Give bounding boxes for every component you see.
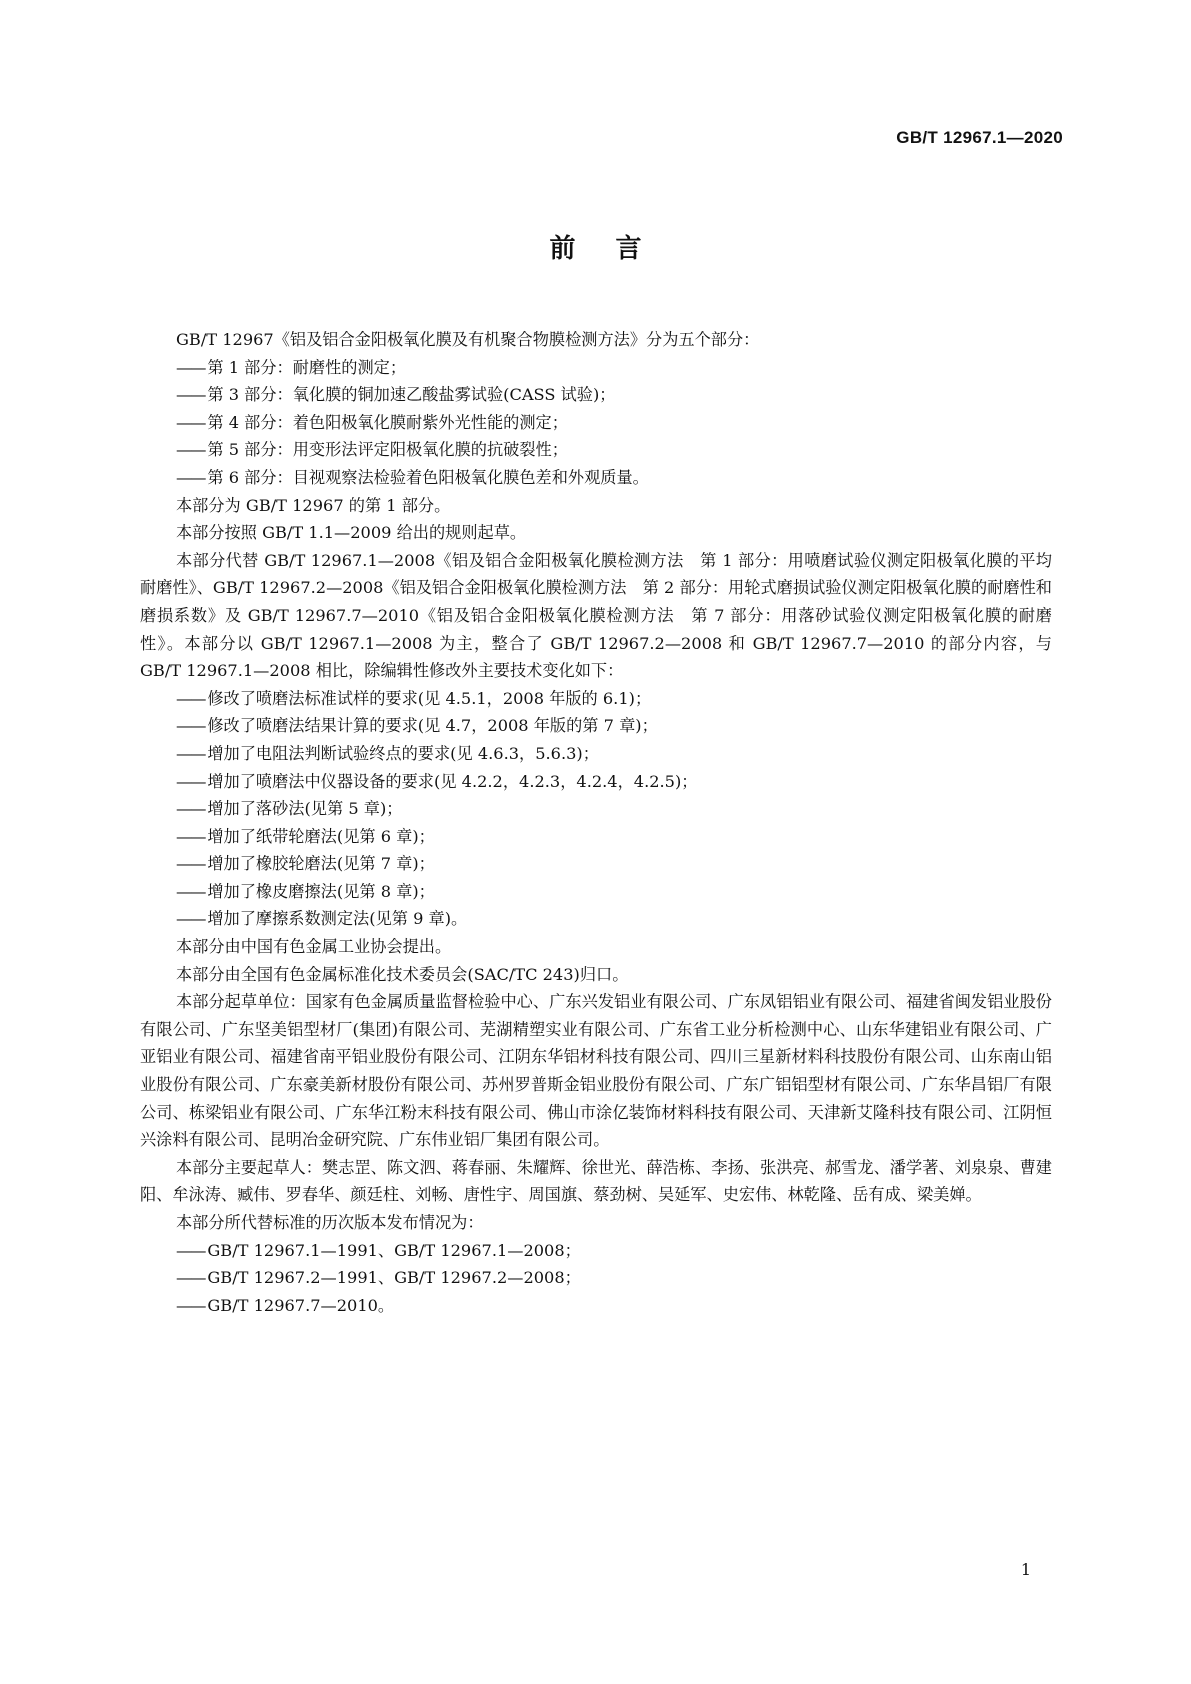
- list-item: [140, 823, 1052, 851]
- list-item-text: 增加了橡胶轮磨法(见第 7 章)；: [207, 854, 435, 874]
- list-dash: ——: [176, 771, 205, 791]
- list-dash: ——: [176, 826, 205, 846]
- paragraph: 本部分主要起草人：樊志罡、陈文泗、蒋春丽、朱耀辉、徐世光、薛浩栋、李扬、张洪亮、郝雪龙、潘学著、刘泉泉、曹建阳、牟泳涛、臧伟、罗春华、颜廷柱、刘畅、唐性宇、周国旗、蔡劲树、吴延军、史宏伟、林乾隆、岳有成、梁美婵。: [140, 1157, 1052, 1205]
- list-item: [140, 850, 1052, 878]
- paragraph: 本部分由中国有色金属工业协会提出。: [176, 937, 452, 957]
- list-item: [140, 436, 1052, 464]
- list-dash: ——: [176, 881, 205, 901]
- list-dash: ——: [176, 412, 205, 432]
- list-item: [140, 905, 1052, 933]
- list-item-text: 增加了落砂法(见第 5 章)；: [207, 799, 403, 819]
- list-dash: ——: [176, 1240, 205, 1260]
- standard-code: GB/T 12967.1—2020: [896, 128, 1063, 147]
- list-dash: ——: [176, 1295, 205, 1315]
- list-dash: ——: [176, 1268, 205, 1288]
- list-item-text: 增加了橡皮磨擦法(见第 8 章)；: [207, 881, 435, 901]
- list-item-text: GB/T 12967.1—1991、GB/T 12967.1—2008；: [207, 1240, 581, 1260]
- list-item-text: 第 5 部分：用变形法评定阳极氧化膜的抗破裂性；: [207, 440, 568, 460]
- paragraph: 本部分代替 GB/T 12967.1—2008《铝及铝合金阳极氧化膜检测方法 第 1 部分：用喷磨试验仪测定阳极氧化膜的平均耐磨性》、GB/T 12967.2—2008《铝及铝合金阳极氧化膜检测方法 第 2 部分：用轮式磨损试验仪测定阳极氧化膜的耐磨性和磨损系数》及 GB/T 12967.7—2010《铝及铝合金阳极氧化膜检测方法 第 7 部分：用落砂试验仪测定阳极氧化膜的耐磨性》。本部分以 GB/T 12967.1—2008 为主，整合了 GB/T 12967.2—2008 和 GB/T 12967.7—2010 的部分内容，与 GB/T 12967.1—2008 相比，除编辑性修改外主要技术变化如下：: [140, 550, 1052, 681]
- list-item: [140, 878, 1052, 906]
- list-item-text: GB/T 12967.2—1991、GB/T 12967.2—2008；: [207, 1268, 581, 1288]
- paragraph: 本部分起草单位：国家有色金属质量监督检验中心、广东兴发铝业有限公司、广东凤铝铝业有限公司、福建省闽发铝业股份有限公司、广东坚美铝型材厂(集团)有限公司、芜湖精塑实业有限公司、广东省工业分析检测中心、山东华建铝业有限公司、广亚铝业有限公司、福建省南平铝业股份有限公司、江阴东华铝材科技有限公司、四川三星新材料科技股份有限公司、山东南山铝业股份有限公司、广东豪美新材股份有限公司、苏州罗普斯金铝业股份有限公司、广东广铝铝型材有限公司、广东华昌铝厂有限公司、栋梁铝业有限公司、广东华江粉末科技有限公司、佛山市涂亿装饰材料科技有限公司、天津新艾隆科技有限公司、江阴恒兴涂料有限公司、昆明冶金研究院、广东伟业铝厂集团有限公司。: [140, 992, 1052, 1150]
- list-item-text: 修改了喷磨法标准试样的要求(见 4.5.1，2008 年版的 6.1)；: [207, 688, 652, 708]
- list-item: [140, 685, 1052, 713]
- list-item-text: GB/T 12967.7—2010。: [207, 1295, 395, 1315]
- list-item: [140, 1264, 1052, 1292]
- list-dash: ——: [176, 909, 205, 929]
- list-item: [140, 354, 1052, 382]
- list-dash: ——: [176, 716, 205, 736]
- list-item: [140, 795, 1052, 823]
- page-title: 前言: [549, 234, 682, 264]
- list-item: [140, 409, 1052, 437]
- list-dash: ——: [176, 743, 205, 763]
- list-item: [140, 464, 1052, 492]
- list-dash: ——: [176, 357, 205, 377]
- paragraph: 本部分所代替标准的历次版本发布情况为：: [176, 1213, 484, 1232]
- list-dash: ——: [176, 467, 205, 487]
- list-item-text: 增加了电阻法判断试验终点的要求(见 4.6.3，5.6.3)；: [207, 743, 599, 763]
- list-item: [140, 381, 1052, 409]
- list-item-text: 增加了纸带轮磨法(见第 6 章)；: [207, 826, 435, 846]
- list-item-text: 增加了喷磨法中仪器设备的要求(见 4.2.2，4.2.3，4.2.4，4.2.5)；: [207, 771, 698, 791]
- list-item-text: 增加了摩擦系数测定法(见第 9 章)。: [207, 909, 468, 929]
- list-item-text: 第 6 部分：目视观察法检验着色阳极氧化膜色差和外观质量。: [207, 467, 649, 487]
- list-item-text: 第 1 部分：耐磨性的测定；: [207, 357, 407, 377]
- list-item: [140, 712, 1052, 740]
- list-dash: ——: [176, 799, 205, 819]
- list-item-text: 第 3 部分：氧化膜的铜加速乙酸盐雾试验(CASS 试验)；: [207, 385, 616, 405]
- paragraph: 本部分由全国有色金属标准化技术委员会(SAC/TC 243)归口。: [176, 964, 629, 984]
- list-dash: ——: [176, 440, 205, 460]
- list-item: [140, 768, 1052, 796]
- list-dash: ——: [176, 385, 205, 405]
- list-item-text: 修改了喷磨法结果计算的要求(见 4.7，2008 年版的第 7 章)；: [207, 716, 658, 736]
- list-item-text: 第 4 部分：着色阳极氧化膜耐紫外光性能的测定；: [207, 412, 568, 432]
- list-item: [140, 1292, 1052, 1320]
- paragraph: 本部分为 GB/T 12967 的第 1 部分。: [176, 495, 451, 515]
- preface-body: [140, 326, 1052, 1319]
- page-number: 1: [1020, 1560, 1031, 1579]
- list-dash: ——: [176, 688, 205, 708]
- list-item: [140, 740, 1052, 768]
- paragraph: GB/T 12967《铝及铝合金阳极氧化膜及有机聚合物膜检测方法》分为五个部分：: [176, 330, 760, 349]
- list-item: [140, 1237, 1052, 1265]
- paragraph: 本部分按照 GB/T 1.1—2009 给出的规则起草。: [176, 523, 527, 543]
- list-dash: ——: [176, 854, 205, 874]
